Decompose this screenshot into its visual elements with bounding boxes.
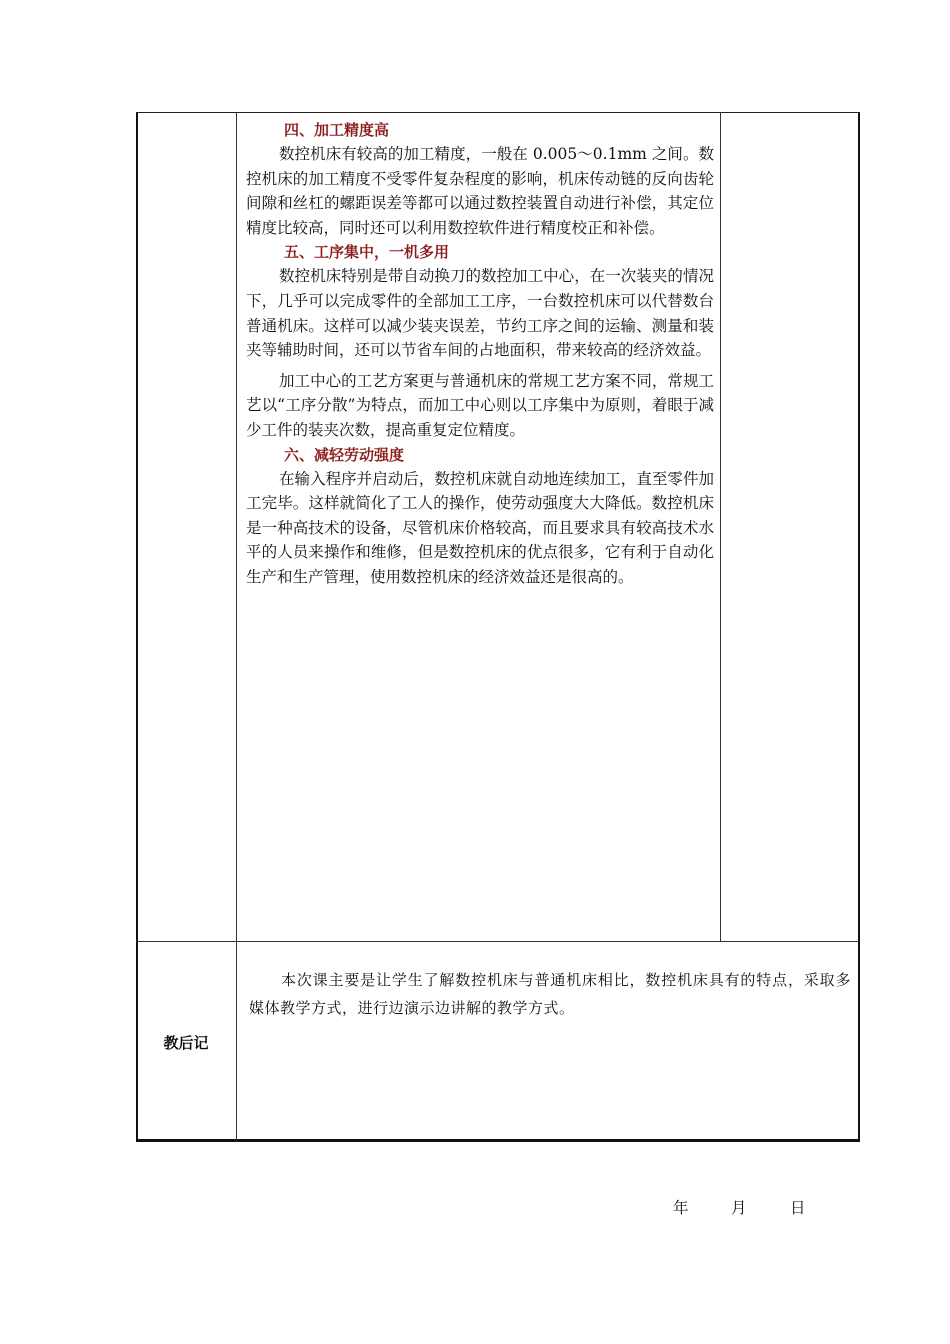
section-6-paragraph: 在输入程序并启动后，数控机床就自动地连续加工，直至零件加工完毕。这样就简化了工人的操作，使劳动强度大大降低。数控机床是一种高技术的设备，尽管机床价格较高，而且要求具有较高技术水平的人员来操作和维修，但是数控机床的优点很多，它有利于自动化生产和生产管理，使用数控机床的经济效益还是很高的。 — [246, 469, 714, 586]
date-year: 年 — [673, 1199, 689, 1217]
date-day: 日 — [790, 1199, 806, 1217]
column-divider-right — [720, 112, 721, 941]
section-4-paragraph: 数控机床有较高的加工精度，一般在 0.005～0.1mm 之间。数控机床的加工精度不受零件复杂程度的影响，机床传动链的反向齿轮间隙和丝杠的螺距误差等都可以通过数控装置自动进行补偿，其定位精度比较高，同时还可以利用数控软件进行精度校正和补偿。 — [246, 145, 714, 237]
section-heading-5: 五、工序集中，一机多用 — [284, 243, 450, 262]
afterclass-label: 教后记 — [163, 1034, 209, 1052]
section-heading-6: 六、减轻劳动强度 — [284, 445, 405, 464]
row-divider — [136, 941, 860, 942]
section-5-paragraph-1: 数控机床特别是带自动换刀的数控加工中心，在一次装夹的情况下，几乎可以完成零件的全部加工工序，一台数控机床可以代替数台普通机床。这样可以减少装夹误差，节约工序之间的运输、测量和装夹等辅助时间，还可以节省车间的占地面积，带来较高的经济效益。 — [246, 267, 714, 360]
date-month: 月 — [731, 1199, 747, 1217]
section-heading-4: 四、加工精度高 — [284, 121, 390, 139]
afterclass-summary: 本次课主要是让学生了解数控机床与普通机床相比，数控机床具有的特点，采取多媒体教学方式，进行边演示边讲解的教学方式。 — [249, 971, 851, 1017]
lesson-content — [246, 118, 714, 590]
column-divider-left — [236, 112, 237, 1142]
section-5-paragraph-2: 加工中心的工艺方案更与普通机床的常规工艺方案不同，常规工艺以“工序分散”为特点，而加工中心则以工序集中为原则，着眼于减少工件的装夹次数，提高重复定位精度。 — [246, 371, 714, 439]
